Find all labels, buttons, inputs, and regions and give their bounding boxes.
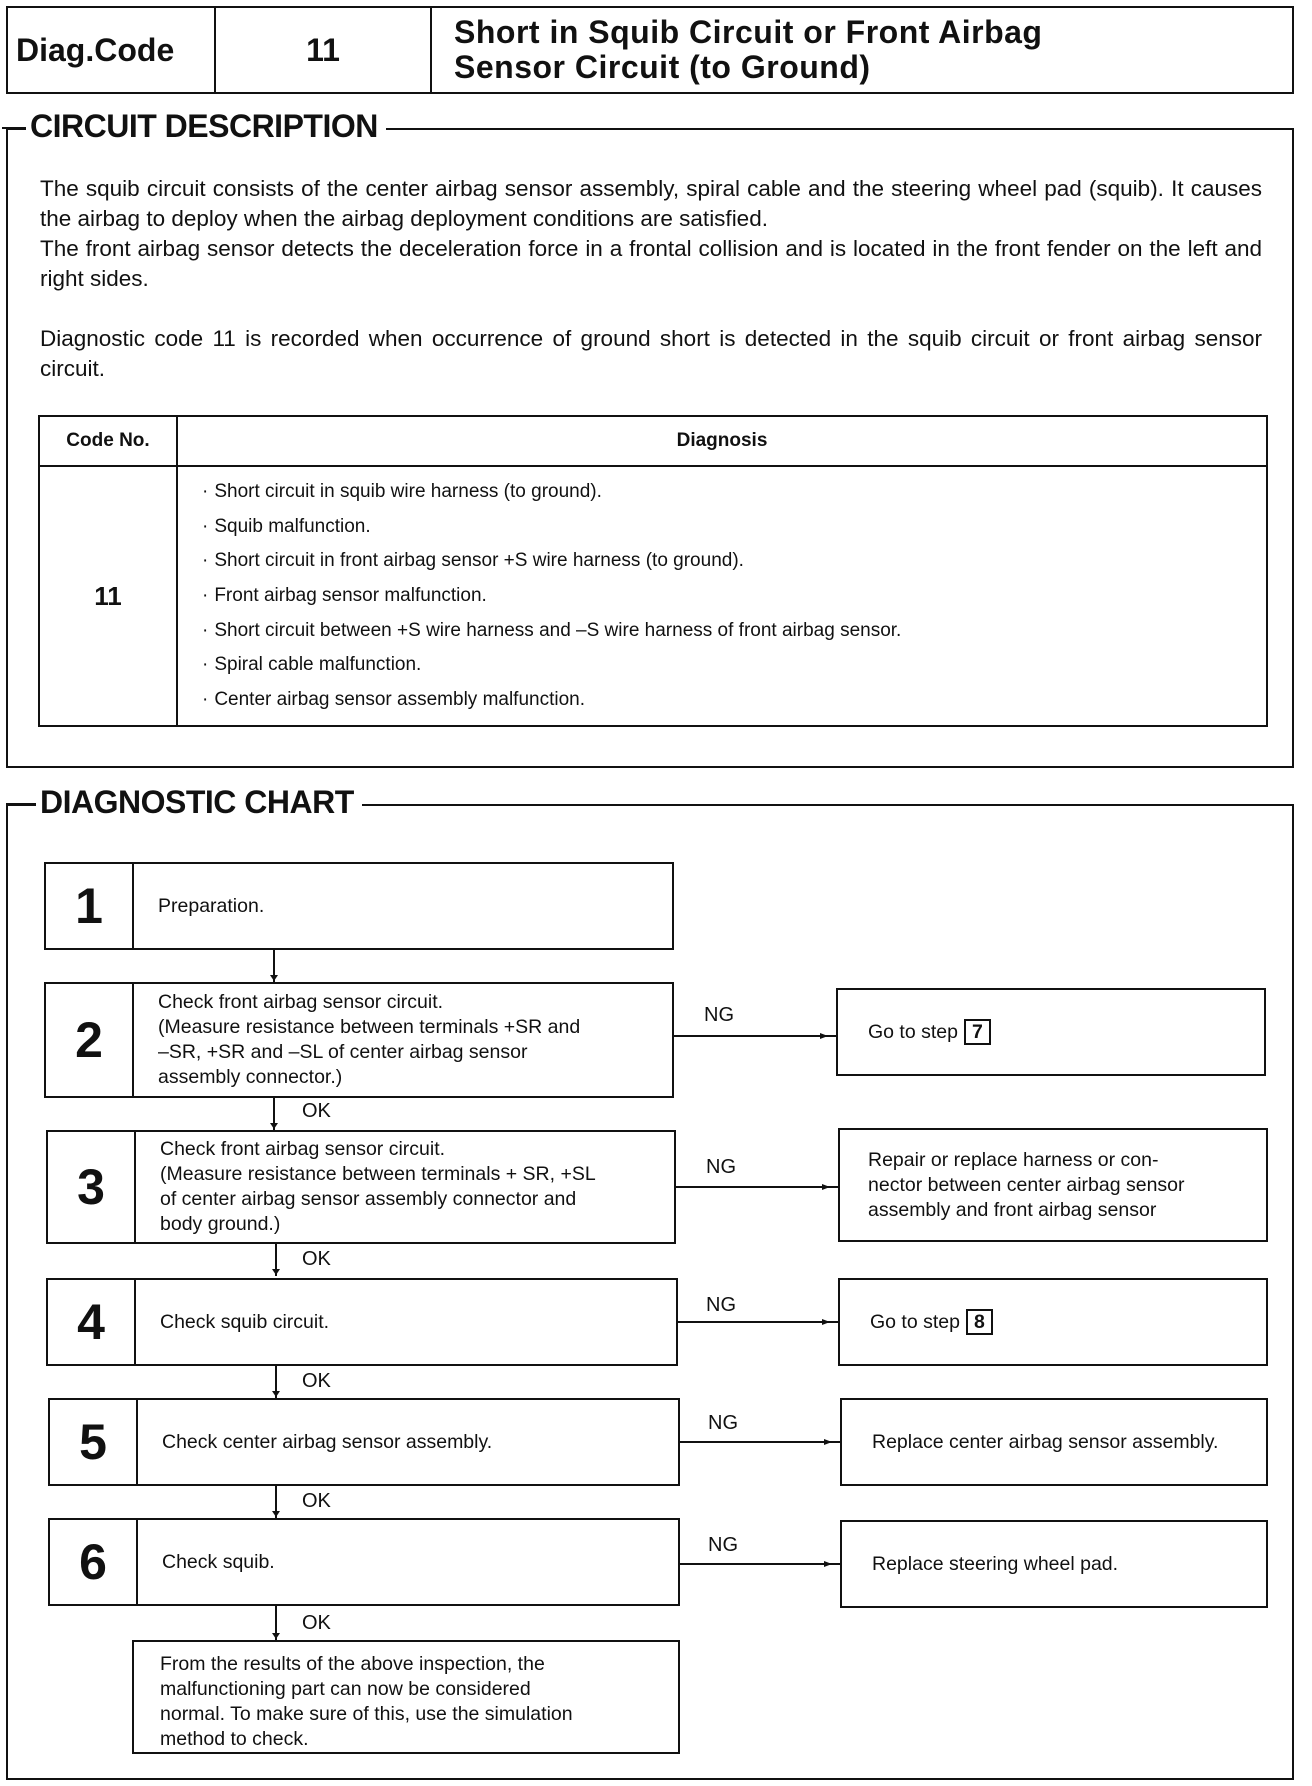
diagnosis-table xyxy=(38,415,1268,727)
final-note-line: method to check. xyxy=(160,1728,309,1750)
step-5-box xyxy=(48,1398,680,1486)
table-header-code: Code No. xyxy=(66,430,150,451)
result-3-line: assembly and front airbag sensor xyxy=(868,1198,1157,1221)
diag-code-number-text: 11 xyxy=(306,31,340,68)
result-2-box xyxy=(836,988,1266,1076)
result-3-box xyxy=(838,1128,1268,1242)
list-item: · Spiral cable malfunction. xyxy=(202,654,901,689)
page-title xyxy=(430,6,1294,94)
step-2-line: assembly connector.) xyxy=(158,1066,343,1088)
table-code-cell: 11 xyxy=(94,580,122,611)
result-6-text: Replace steering wheel pad. xyxy=(872,1552,1119,1575)
final-note-line: malfunctioning part can now be considered xyxy=(160,1678,531,1700)
ok-label: OK xyxy=(302,1248,331,1270)
diagnostic-chart-title: DIAGNOSTIC CHART xyxy=(36,784,362,821)
ok-label: OK xyxy=(302,1370,331,1392)
step-5-text xyxy=(162,1400,670,1484)
step-4-text xyxy=(160,1280,668,1364)
final-note-box xyxy=(132,1640,680,1754)
step-6-number: 6 xyxy=(50,1520,138,1604)
ok-label: OK xyxy=(302,1490,331,1512)
circuit-description-para2: The front airbag sensor detects the deceleration force in a frontal collision and is located in the front fender on the left and right sides. xyxy=(40,236,1262,291)
diag-code-number xyxy=(214,6,432,94)
step-3-box xyxy=(46,1130,676,1244)
step-3-line: body ground.) xyxy=(160,1213,281,1235)
step-4-box xyxy=(46,1278,678,1366)
step-3-line: of center airbag sensor assembly connector and xyxy=(160,1188,577,1210)
result-5-text: Replace center airbag sensor assembly. xyxy=(872,1430,1219,1453)
step-6-text xyxy=(162,1520,670,1604)
diag-code-label xyxy=(6,6,216,94)
result-4-text: Go to step xyxy=(870,1311,960,1333)
result-2-step-ref: 7 xyxy=(964,1019,991,1045)
ng-label: NG xyxy=(706,1156,736,1178)
step-1-text xyxy=(158,864,664,948)
list-item: · Short circuit in front airbag sensor +S wire harness (to ground). xyxy=(202,550,901,585)
title-rule-left xyxy=(2,127,26,129)
page-title-line2: Sensor Circuit (to Ground) xyxy=(454,49,871,85)
result-6-box xyxy=(840,1520,1268,1608)
table-header-diagnosis: Diagnosis xyxy=(676,430,768,451)
ng-label: NG xyxy=(706,1294,736,1316)
ng-label: NG xyxy=(708,1534,738,1556)
step-1-box xyxy=(44,862,674,950)
step-5-line: Check center airbag sensor assembly. xyxy=(162,1430,493,1453)
step-5-number: 5 xyxy=(50,1400,138,1484)
ok-label: OK xyxy=(302,1100,331,1122)
circuit-description-para3: Diagnostic code 11 is recorded when occurrence of ground short is detected in the squib circuit or front airbag sensor circuit. xyxy=(40,326,1262,381)
step-6-line: Check squib. xyxy=(162,1550,275,1573)
ng-label: NG xyxy=(704,1004,734,1026)
ok-label: OK xyxy=(302,1612,331,1634)
ng-label: NG xyxy=(708,1412,738,1434)
step-2-line: (Measure resistance between terminals +SR and xyxy=(158,1016,581,1038)
list-item: · Front airbag sensor malfunction. xyxy=(202,585,901,620)
list-item: · Center airbag sensor assembly malfunction. xyxy=(202,689,901,724)
step-3-number: 3 xyxy=(48,1132,136,1242)
list-item: · Short circuit in squib wire harness (to ground). xyxy=(202,481,901,516)
result-5-box xyxy=(840,1398,1268,1486)
step-3-text xyxy=(160,1132,666,1242)
step-2-line: –SR, +SR and –SL of center airbag sensor xyxy=(158,1041,528,1063)
step-2-text xyxy=(158,984,664,1096)
final-note-line: normal. To make sure of this, use the simulation xyxy=(160,1703,573,1725)
step-2-number: 2 xyxy=(46,984,134,1096)
step-1-line: Preparation. xyxy=(158,894,265,917)
step-2-line: Check front airbag sensor circuit. xyxy=(158,991,444,1013)
final-note-line: From the results of the above inspection, the xyxy=(160,1653,545,1675)
title-rule-left xyxy=(6,803,36,805)
circuit-description-para1: The squib circuit consists of the center airbag sensor assembly, spiral cable and the steering wheel pad (squib). It causes the airbag to deploy when the airbag deployment conditions are satisfied. xyxy=(40,176,1262,231)
diag-code-label-text: Diag.Code xyxy=(16,31,175,68)
result-3-line: Repair or replace harness or con- xyxy=(868,1148,1159,1171)
step-4-line: Check squib circuit. xyxy=(160,1310,330,1333)
step-2-box xyxy=(44,982,674,1098)
step-6-box xyxy=(48,1518,680,1606)
step-3-line: Check front airbag sensor circuit. xyxy=(160,1138,446,1160)
result-2-text: Go to step xyxy=(868,1021,958,1043)
list-item: · Short circuit between +S wire harness and –S wire harness of front airbag sensor. xyxy=(202,620,901,655)
page-title-line1: Short in Squib Circuit or Front Airbag xyxy=(454,14,1043,50)
diagnosis-list xyxy=(202,481,901,724)
result-3-line: nector between center airbag sensor xyxy=(868,1173,1185,1196)
result-4-box xyxy=(838,1278,1268,1366)
result-4-step-ref: 8 xyxy=(966,1309,993,1335)
circuit-description-title: CIRCUIT DESCRIPTION xyxy=(26,108,386,145)
list-item: · Squib malfunction. xyxy=(202,516,901,551)
step-4-number: 4 xyxy=(48,1280,136,1364)
step-3-line: (Measure resistance between terminals + SR, +SL xyxy=(160,1163,596,1185)
step-1-number: 1 xyxy=(46,864,134,948)
